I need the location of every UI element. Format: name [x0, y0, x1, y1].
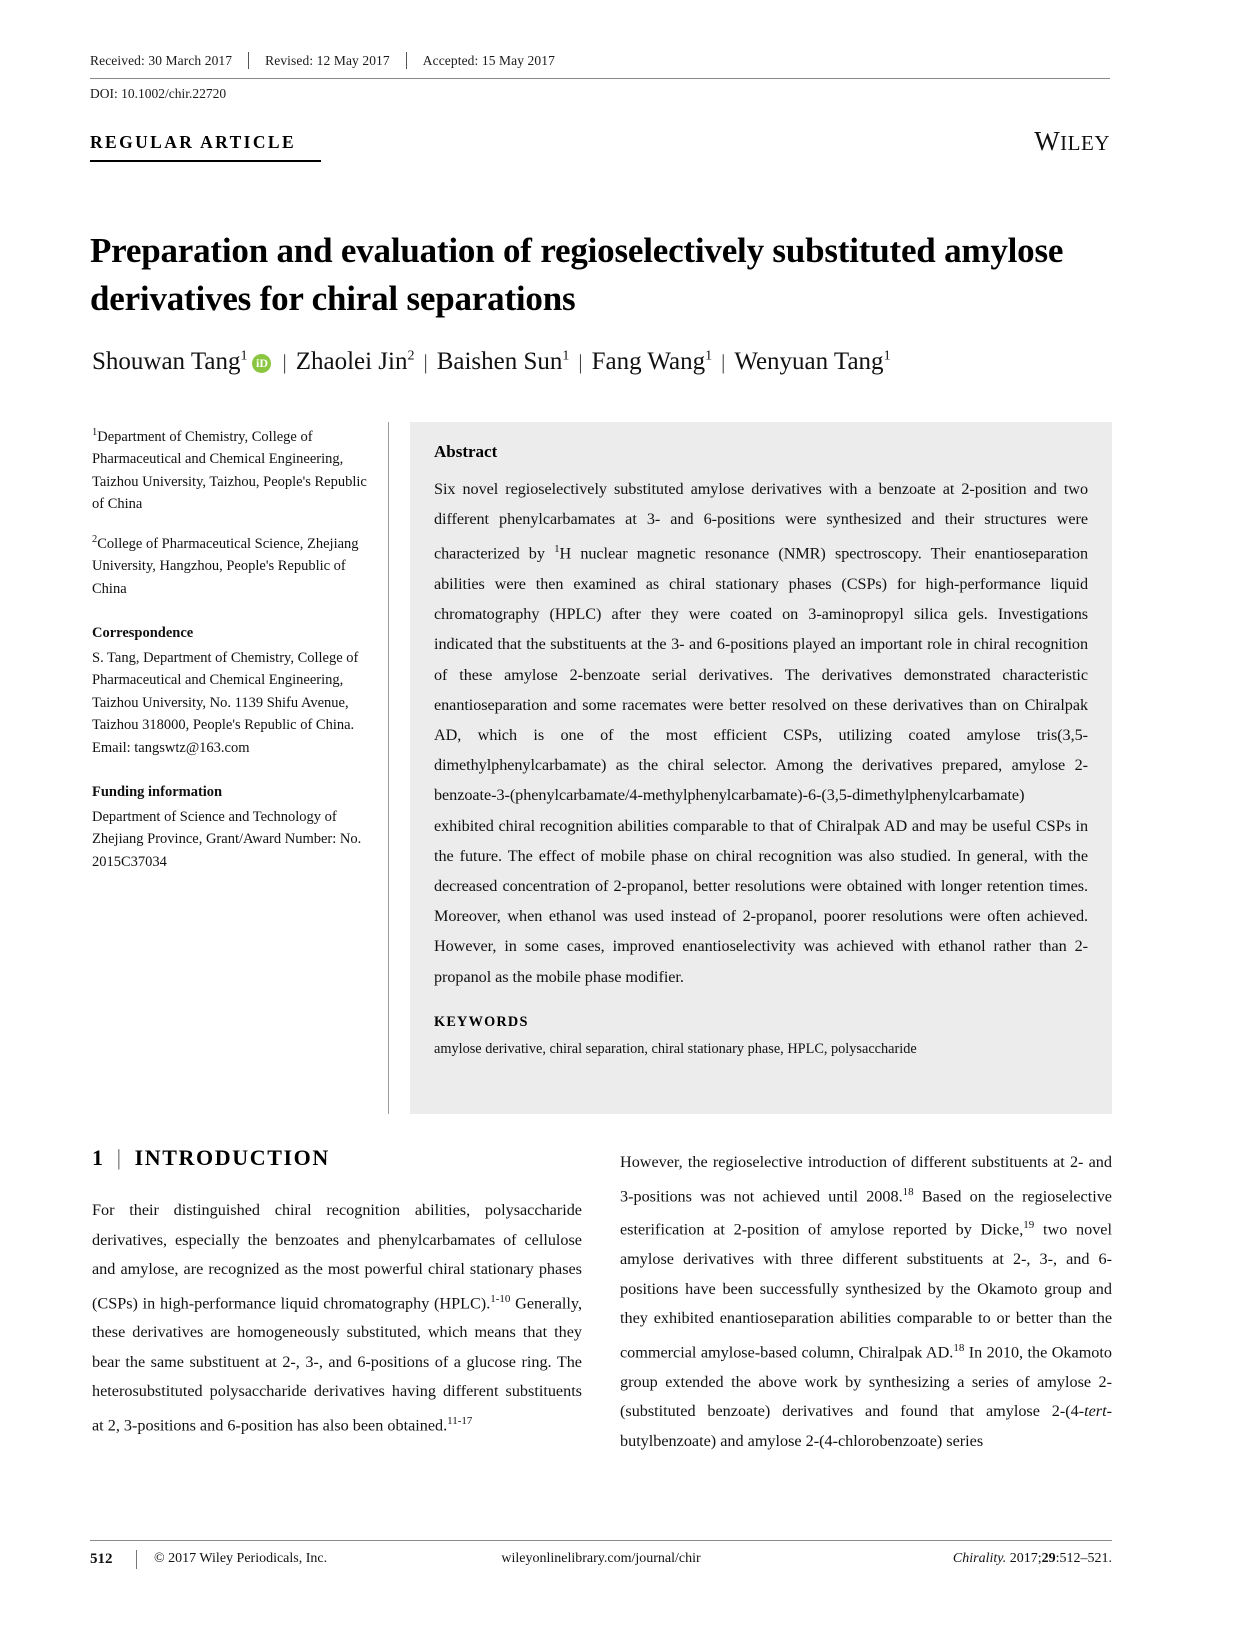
correspondence-block — [92, 622, 377, 759]
affiliation-2-marker: 2 — [92, 533, 98, 545]
abstract-nmr-superscript: 1 — [554, 543, 560, 556]
affiliation-1-marker: 1 — [92, 427, 98, 438]
publication-dates — [90, 52, 1110, 69]
article-type-label: REGULAR ARTICLE — [90, 132, 297, 152]
funding-text: Department of Science and Technology of Zhejiang Province, Grant/Award Number: No. 2015C37034 — [92, 808, 362, 870]
orcid-icon[interactable]: iD — [252, 354, 271, 373]
section-title: INTRODUCTION — [134, 1145, 330, 1170]
right-paragraph-part4: In 2010, the Okamoto group extended the above work by synthesizing a series of amylose 2-(substituted benzoate) derivatives and found that amylose 2-(4- — [620, 1343, 1112, 1421]
correspondence-text: S. Tang, Department of Chemistry, College of Pharmaceutical and Chemical Engineering, Taizhou University, No. 1139 Shifu Avenue, Taizhou 318000, People's Republic of China. — [92, 649, 359, 734]
author-separator-3: | — [578, 350, 583, 375]
affiliations-column — [92, 422, 377, 886]
keywords-heading: KEYWORDS — [434, 1013, 529, 1030]
author-separator-4: | — [721, 350, 726, 375]
page-title: Preparation and evaluation of regioselectively substituted amylose derivatives for chiral separations — [90, 231, 1064, 319]
body-column-left — [92, 1196, 582, 1441]
footer-page-number: 512 — [90, 1551, 113, 1567]
right-citation-2: 19 — [1023, 1219, 1035, 1232]
section-number: 1 — [92, 1145, 105, 1170]
author-1: Shouwan Tang$^1$ — [92, 348, 248, 376]
article-type-underline — [90, 160, 321, 162]
left-paragraph-part1: For their distinguished chiral recognition abilities, polysaccharide derivatives, especially the benzoates and phenylcarbamates of cellulose and amylose, are recognized as the most powerful chiral stationary phases (CSPs) in high-performance liquid chromatography (HPLC). — [92, 1201, 582, 1312]
right-citation-3: 18 — [953, 1341, 965, 1354]
author-separator-1: | — [282, 350, 287, 375]
correspondence-heading: Correspondence — [92, 625, 194, 642]
section-heading-introduction — [92, 1145, 330, 1171]
abstract-text-part1: Six novel regioselectively substituted amylose derivatives with a benzoate at 2-position and two different phenylcarbamates at 3- and 6-positions were synthesized and their structures were characterized by — [434, 480, 1088, 563]
left-paragraph-part2: Generally, these derivatives are homogeneously substituted, which means that they bear the same substituent at 2-, 3-, and 6-positions of a glucose ring. The heterosubstituted polysaccharide derivatives having different substituents at 2, 3-positions and 6-position has also been obtained. — [92, 1293, 582, 1435]
right-paragraph-part3: two novel amylose derivatives with three different substituents at 2-, 3-, and 6-positions have been successfully synthesized by the Okamoto group and they exhibited enantioseparation abilities comparable to or better than the commercial amylose-based column, Chiralpak AD. — [620, 1220, 1112, 1362]
wiley-logo: WILEY — [1034, 126, 1110, 156]
author-2: Zhaolei Jin$^2$ — [295, 348, 415, 376]
affiliation-2-text: College of Pharmaceutical Science, Zhejiang University, Hangzhou, People's Republic of China — [92, 535, 359, 597]
right-paragraph-part5: -butylbenzoate) and amylose 2-(4-chlorobenzoate) series — [620, 1402, 1112, 1450]
accepted-date: Accepted: 15 May 2017 — [422, 52, 555, 68]
footer-citation — [953, 1551, 1112, 1567]
footer-copyright: © 2017 Wiley Periodicals, Inc. — [154, 1551, 328, 1566]
abstract-text-part2: H nuclear magnetic resonance (NMR) spectroscopy. Their enantioseparation abilities were then examined as chiral stationary phases (CSPs) for high-performance liquid chromatography (HPLC) after they were coated on 3-aminopropyl silica gels. Investigations indicated that the substituents at the 3- and 6-positions played an important role in chiral recognition of these amylose 2-benzoate serial derivatives. The derivatives demonstrated characteristic enantioseparation and some racemates were better resolved on these derivatives than on Chiralpak AD, which is one of the most efficient CSPs, utilizing coated amylose tris(3,5-dimethylphenylcarbamate) as the chiral selector. Among the derivatives prepared, amylose 2-benzoate-3-(phenylcarbamate/4-methylphenylcarbamate)-6-(3,5-dimethylphenylcarbamate) exhibited chiral recognition abilities comparable to that of Chiralpak AD and may be useful CSPs in the future. The effect of mobile phase on chiral recognition was also studied. In general, with the decreased concentration of 2-propanol, better resolutions were obtained with longer retention times. Moreover, when ethanol was used instead of 2-propanol, poorer resolutions were often achieved. However, in some cases, improved enantioselectivity was achieved with ethanol rather than 2-propanol as the mobile phase modifier. — [434, 544, 1088, 986]
author-separator-2: | — [423, 350, 428, 375]
correspondence-email[interactable]: Email: tangswtz@163.com — [92, 739, 250, 756]
section-separator: | — [116, 1145, 123, 1170]
author-5: Wenyuan Tang$^1$ — [734, 348, 891, 376]
column-divider — [388, 422, 389, 1114]
footer-citation-volume: 29 — [1041, 1551, 1056, 1566]
right-paragraph-part1: However, the regioselective introduction of different substituents at 2- and 3-positions was not achieved until 2008. — [620, 1153, 1112, 1205]
affiliation-1-text: Department of Chemistry, College of Pharmaceutical and Chemical Engineering, Taizhou University, Taizhou, People's Republic of China — [92, 428, 367, 513]
right-paragraph-italic: tert — [1084, 1402, 1107, 1421]
footer-citation-journal: Chirality. — [952, 1551, 1007, 1566]
right-citation-1: 18 — [902, 1185, 914, 1198]
affiliation-1 — [92, 422, 377, 516]
footer-rule — [90, 1540, 1112, 1541]
funding-heading: Funding information — [92, 784, 223, 801]
footer-citation-pages: :512–521. — [1055, 1551, 1112, 1566]
author-list — [92, 340, 1112, 379]
affiliation-2 — [92, 529, 377, 600]
body-column-right — [620, 1148, 1112, 1456]
author-4: Fang Wang$^1$ — [591, 348, 713, 376]
right-paragraph-part2: Based on the regioselective esterification at 2-position of amylose reported by Dicke, — [620, 1186, 1112, 1239]
header-rule — [90, 78, 1110, 79]
author-3: Baishen Sun$^1$ — [436, 348, 570, 376]
funding-block — [92, 781, 377, 873]
keywords-text: amylose derivative, chiral separation, chiral stationary phase, HPLC, polysaccharide — [434, 1040, 917, 1057]
abstract-box — [410, 422, 1112, 1114]
abstract-text — [434, 474, 1088, 992]
received-date: Received: 30 March 2017 — [90, 52, 233, 68]
footer-citation-year: 2017; — [1006, 1551, 1042, 1566]
abstract-heading: Abstract — [434, 442, 498, 461]
footer-journal-url[interactable]: wileyonlinelibrary.com/journal/chir — [501, 1551, 701, 1566]
left-citation-2: 11-17 — [447, 1414, 473, 1427]
revised-date: Revised: 12 May 2017 — [265, 52, 390, 68]
left-citation-1: 1-10 — [490, 1292, 511, 1305]
doi-text: DOI: 10.1002/chir.22720 — [90, 86, 227, 101]
